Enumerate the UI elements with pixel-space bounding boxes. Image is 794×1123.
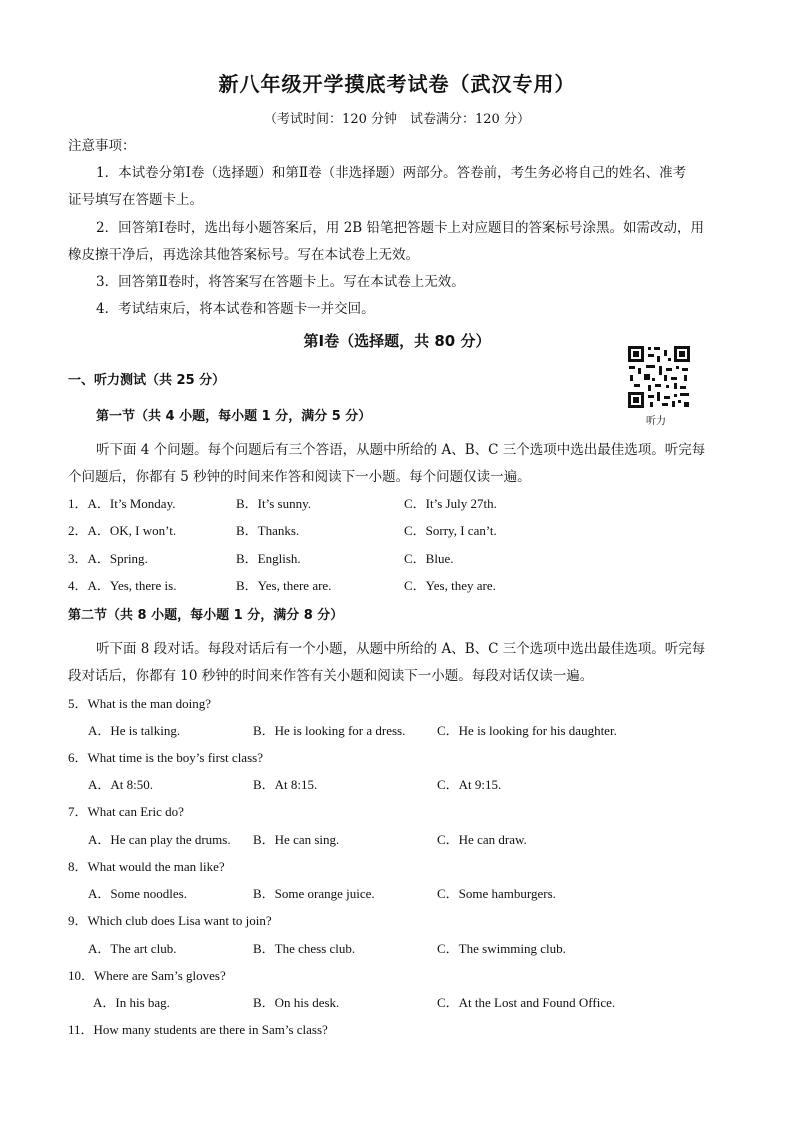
q5-option-a: A．He is talking. xyxy=(88,723,181,738)
qr-code-icon xyxy=(626,344,692,410)
q4-option-c: C．Yes, they are. xyxy=(404,578,496,593)
q9-option-a: A．The art club. xyxy=(88,941,177,956)
q2-option-b: B．Thanks. xyxy=(236,523,300,538)
q1-option-c: C．It’s July 27th. xyxy=(404,496,497,511)
sec1-heading: 第一节（共 4 小题，每小题 1 分，满分 5 分） xyxy=(96,409,372,424)
q6-option-c: C．At 9:15. xyxy=(437,777,502,792)
q5-stem: 5．What is the man doing? xyxy=(68,696,211,711)
sec2-instruction: 段对话后，你都有 10 秒钟的时间来作答有关小题和阅读下一小题。每段对话仅读一遍。 xyxy=(68,668,594,684)
notice-line: 4．考试结束后，将本试卷和答题卡一并交回。 xyxy=(96,301,375,317)
q2-option-c: C．Sorry, I can’t. xyxy=(404,523,497,538)
q4-option-a: 4．A．Yes, there is. xyxy=(68,578,177,593)
notice-line: 2．回答第Ⅰ卷时，选出每小题答案后，用 2B 铅笔把答题卡上对应题目的答案标号涂黑。如需改动，用 xyxy=(96,220,705,236)
q10-option-a: A．In his bag. xyxy=(93,995,170,1010)
q8-option-a: A．Some noodles. xyxy=(88,886,187,901)
q3-option-b: B．English. xyxy=(236,551,301,566)
page-title: 新八年级开学摸底考试卷（武汉专用） xyxy=(218,72,576,96)
q8-stem: 8．What would the man like? xyxy=(68,859,225,874)
q1-option-a: 1．A．It’s Monday. xyxy=(68,496,176,511)
sec1-instruction: 个问题后，你都有 5 秒钟的时间来作答和阅读下一小题。每个问题仅读一遍。 xyxy=(68,469,531,485)
q7-option-a: A．He can play the drums. xyxy=(88,832,231,847)
q4-option-b: B．Yes, there are. xyxy=(236,578,332,593)
q9-option-b: B．The chess club. xyxy=(253,941,356,956)
q9-option-c: C．The swimming club. xyxy=(437,941,566,956)
notice-line: 证号填写在答题卡上。 xyxy=(68,192,203,208)
notice-heading: 注意事项： xyxy=(68,138,136,154)
sec1-instruction: 听下面 4 个问题。每个问题后有三个答语，从题中所给的 A、B、C 三个选项中选出最佳选项。听完每 xyxy=(96,442,706,458)
notice-line: 1．本试卷分第Ⅰ卷（选择题）和第Ⅱ卷（非选择题）两部分。答卷前，考生务必将自己的姓名、准考 xyxy=(96,165,687,181)
q7-option-b: B．He can sing. xyxy=(253,832,340,847)
q3-option-a: 3．A．Spring. xyxy=(68,551,148,566)
q7-stem: 7．What can Eric do? xyxy=(68,804,184,819)
qr-label: 听力 xyxy=(646,416,666,427)
q2-option-a: 2．A．OK, I won’t. xyxy=(68,523,177,538)
q10-option-b: B．On his desk. xyxy=(253,995,340,1010)
q5-option-b: B．He is looking for a dress. xyxy=(253,723,406,738)
q6-option-b: B．At 8:15. xyxy=(253,777,318,792)
q9-stem: 9．Which club does Lisa want to join? xyxy=(68,913,272,928)
part1-heading: 第Ⅰ卷（选择题，共 80 分） xyxy=(303,332,491,350)
q5-option-c: C．He is looking for his daughter. xyxy=(437,723,617,738)
sec2-heading: 第二节（共 8 小题，每小题 1 分，满分 8 分） xyxy=(68,608,344,623)
q6-stem: 6．What time is the boy’s first class? xyxy=(68,750,263,765)
q10-option-c: C．At the Lost and Found Office. xyxy=(437,995,616,1010)
section-heading: 一、听力测试（共 25 分） xyxy=(68,373,226,388)
notice-line: 3．回答第Ⅱ卷时，将答案写在答题卡上。写在本试卷上无效。 xyxy=(96,274,465,290)
q11-stem: 11．How many students are there in Sam’s class? xyxy=(68,1022,328,1037)
q3-option-c: C．Blue. xyxy=(404,551,454,566)
q1-option-b: B．It’s sunny. xyxy=(236,496,311,511)
q10-stem: 10．Where are Sam’s gloves? xyxy=(68,968,226,983)
q6-option-a: A．At 8:50. xyxy=(88,777,154,792)
sec2-instruction: 听下面 8 段对话。每段对话后有一个小题，从题中所给的 A、B、C 三个选项中选出最佳选项。听完每 xyxy=(96,641,706,657)
q8-option-c: C．Some hamburgers. xyxy=(437,886,556,901)
q8-option-b: B．Some orange juice. xyxy=(253,886,375,901)
notice-line: 橡皮擦干净后，再选涂其他答案标号。写在本试卷上无效。 xyxy=(68,247,419,263)
q7-option-c: C．He can draw. xyxy=(437,832,527,847)
page-subtitle: （考试时间：120 分钟 试卷满分：120 分） xyxy=(264,112,530,127)
